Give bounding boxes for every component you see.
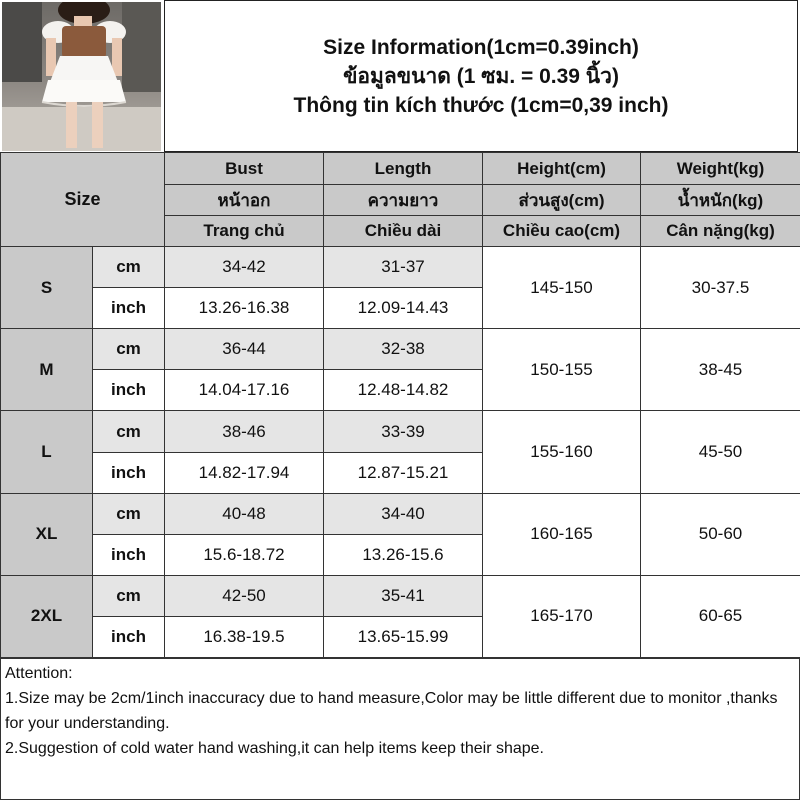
- weight-range: 38-45: [641, 329, 800, 411]
- header-title-vi: Thông tin kích thước (1cm=0,39 inch): [293, 93, 669, 117]
- bust-inch: 13.26-16.38: [165, 288, 324, 329]
- bust-inch: 16.38-19.5: [165, 616, 324, 657]
- table-row: [1, 575, 800, 616]
- size-label: 2XL: [1, 575, 93, 657]
- col-length-th: ความยาว: [324, 185, 483, 216]
- length-cm: 32-38: [324, 329, 483, 370]
- col-weight-vi: Cân nặng(kg): [641, 216, 800, 247]
- table-row: [1, 411, 800, 452]
- col-height-vi: Chiều cao(cm): [483, 216, 641, 247]
- bust-inch: 14.82-17.94: [165, 452, 324, 493]
- bust-inch: 14.04-17.16: [165, 370, 324, 411]
- weight-range: 50-60: [641, 493, 800, 575]
- header-title-en: Size Information(1cm=0.39inch): [323, 35, 639, 59]
- col-height-en: Height(cm): [483, 153, 641, 185]
- notes-line-2: 2.Suggestion of cold water hand washing,it can help items keep their shape.: [5, 740, 544, 757]
- height-range: 160-165: [483, 493, 641, 575]
- length-inch: 12.09-14.43: [324, 288, 483, 329]
- size-label: M: [1, 329, 93, 411]
- size-label: XL: [1, 493, 93, 575]
- unit-cm: cm: [93, 329, 165, 370]
- notes-title: Attention:: [5, 665, 73, 682]
- col-weight-en: Weight(kg): [641, 153, 800, 185]
- height-range: 155-160: [483, 411, 641, 493]
- unit-cm: cm: [93, 493, 165, 534]
- product-photo: [2, 2, 161, 151]
- bust-cm: 40-48: [165, 493, 324, 534]
- col-height-th: ส่วนสูง(cm): [483, 185, 641, 216]
- size-label: L: [1, 411, 93, 493]
- length-cm: 34-40: [324, 493, 483, 534]
- unit-inch: inch: [93, 370, 165, 411]
- col-bust-en: Bust: [165, 153, 324, 185]
- length-inch: 13.65-15.99: [324, 616, 483, 657]
- length-inch: 12.87-15.21: [324, 452, 483, 493]
- unit-cm: cm: [93, 411, 165, 452]
- col-length-en: Length: [324, 153, 483, 185]
- table-row: [1, 493, 800, 534]
- length-cm: 35-41: [324, 575, 483, 616]
- col-weight-th: น้ำหนัก(kg): [641, 185, 800, 216]
- weight-range: 60-65: [641, 575, 800, 657]
- col-bust-th: หน้าอก: [165, 185, 324, 216]
- bust-cm: 38-46: [165, 411, 324, 452]
- header-row-en: [1, 153, 800, 185]
- height-range: 165-170: [483, 575, 641, 657]
- size-info-header: [164, 0, 798, 152]
- header-title-th: ข้อมูลขนาด (1 ซม. = 0.39 นิ้ว): [343, 64, 619, 88]
- unit-inch: inch: [93, 534, 165, 575]
- table-row: [1, 329, 800, 370]
- col-length-vi: Chiều dài: [324, 216, 483, 247]
- col-bust-vi: Trang chủ: [165, 216, 324, 247]
- weight-range: 30-37.5: [641, 247, 800, 329]
- attention-notes: [0, 658, 800, 800]
- length-cm: 31-37: [324, 247, 483, 288]
- table-row: [1, 247, 800, 288]
- length-inch: 12.48-14.82: [324, 370, 483, 411]
- size-column-header: Size: [1, 153, 165, 247]
- bust-cm: 42-50: [165, 575, 324, 616]
- height-range: 145-150: [483, 247, 641, 329]
- unit-inch: inch: [93, 616, 165, 657]
- size-table: [0, 152, 800, 658]
- bust-inch: 15.6-18.72: [165, 534, 324, 575]
- notes-line-1: 1.Size may be 2cm/1inch inaccuracy due to hand measure,Color may be little different due to monitor ,thanks for your understanding.: [5, 690, 778, 732]
- length-inch: 13.26-15.6: [324, 534, 483, 575]
- bust-cm: 34-42: [165, 247, 324, 288]
- height-range: 150-155: [483, 329, 641, 411]
- length-cm: 33-39: [324, 411, 483, 452]
- unit-cm: cm: [93, 247, 165, 288]
- unit-cm: cm: [93, 575, 165, 616]
- unit-inch: inch: [93, 288, 165, 329]
- model-wearing-skirt-image: [2, 2, 161, 151]
- size-label: S: [1, 247, 93, 329]
- weight-range: 45-50: [641, 411, 800, 493]
- unit-inch: inch: [93, 452, 165, 493]
- bust-cm: 36-44: [165, 329, 324, 370]
